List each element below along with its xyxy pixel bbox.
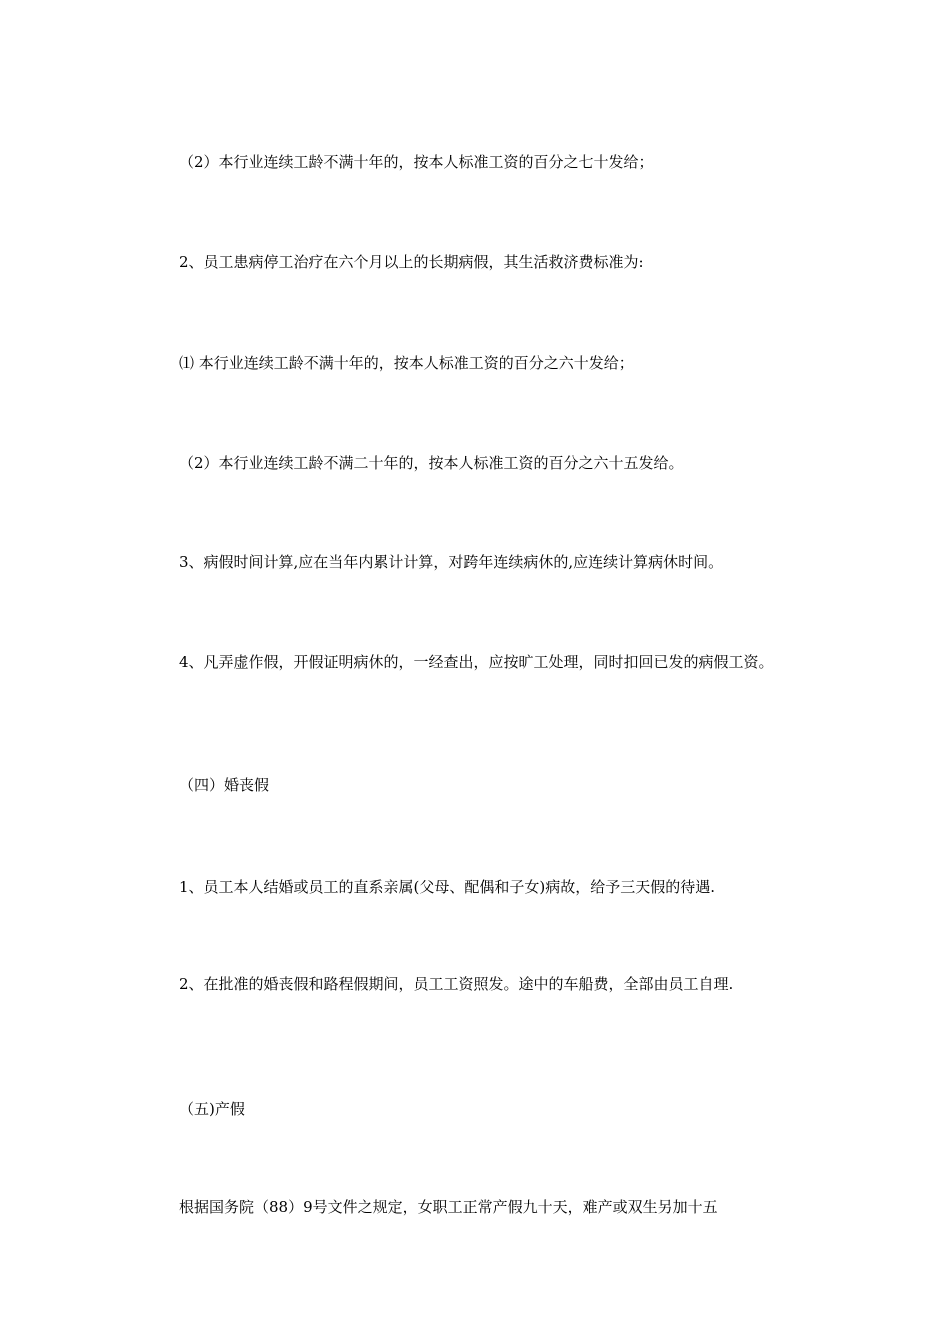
paragraph-seniority-under-ten: （2）本行业连续工龄不满十年的，按本人标准工资的百分之七十发给；	[179, 153, 654, 171]
heading-maternity-leave: （五)产假	[179, 1100, 245, 1118]
paragraph-wages-during-leave: 2、在批准的婚丧假和路程假期间，员工工资照发。途中的车船费，全部由员工自理.	[179, 975, 734, 993]
paragraph-long-term-sick-leave: 2、员工患病停工治疗在六个月以上的长期病假，其生活救济费标准为:	[179, 253, 644, 271]
paragraph-maternity-regulation: 根据国务院（88）9号文件之规定，女职工正常产假九十天，难产或双生另加十五	[179, 1198, 718, 1216]
paragraph-fraud-penalty: 4、凡弄虚作假，开假证明病休的，一经查出，应按旷工处理，同时扣回已发的病假工资。	[179, 653, 774, 671]
heading-marriage-funeral-leave: （四）婚丧假	[179, 776, 270, 794]
paragraph-sixty-percent: ⑴ 本行业连续工龄不满十年的，按本人标准工资的百分之六十发给；	[179, 354, 634, 372]
paragraph-sixty-five-percent: （2）本行业连续工龄不满二十年的，按本人标准工资的百分之六十五发给。	[179, 454, 684, 472]
paragraph-sick-leave-calculation: 3、病假时间计算,应在当年内累计计算，对跨年连续病休的,应连续计算病休时间。	[179, 553, 724, 571]
paragraph-three-days-leave: 1、员工本人结婚或员工的直系亲属(父母、配偶和子女)病故，给予三天假的待遇.	[179, 878, 716, 896]
